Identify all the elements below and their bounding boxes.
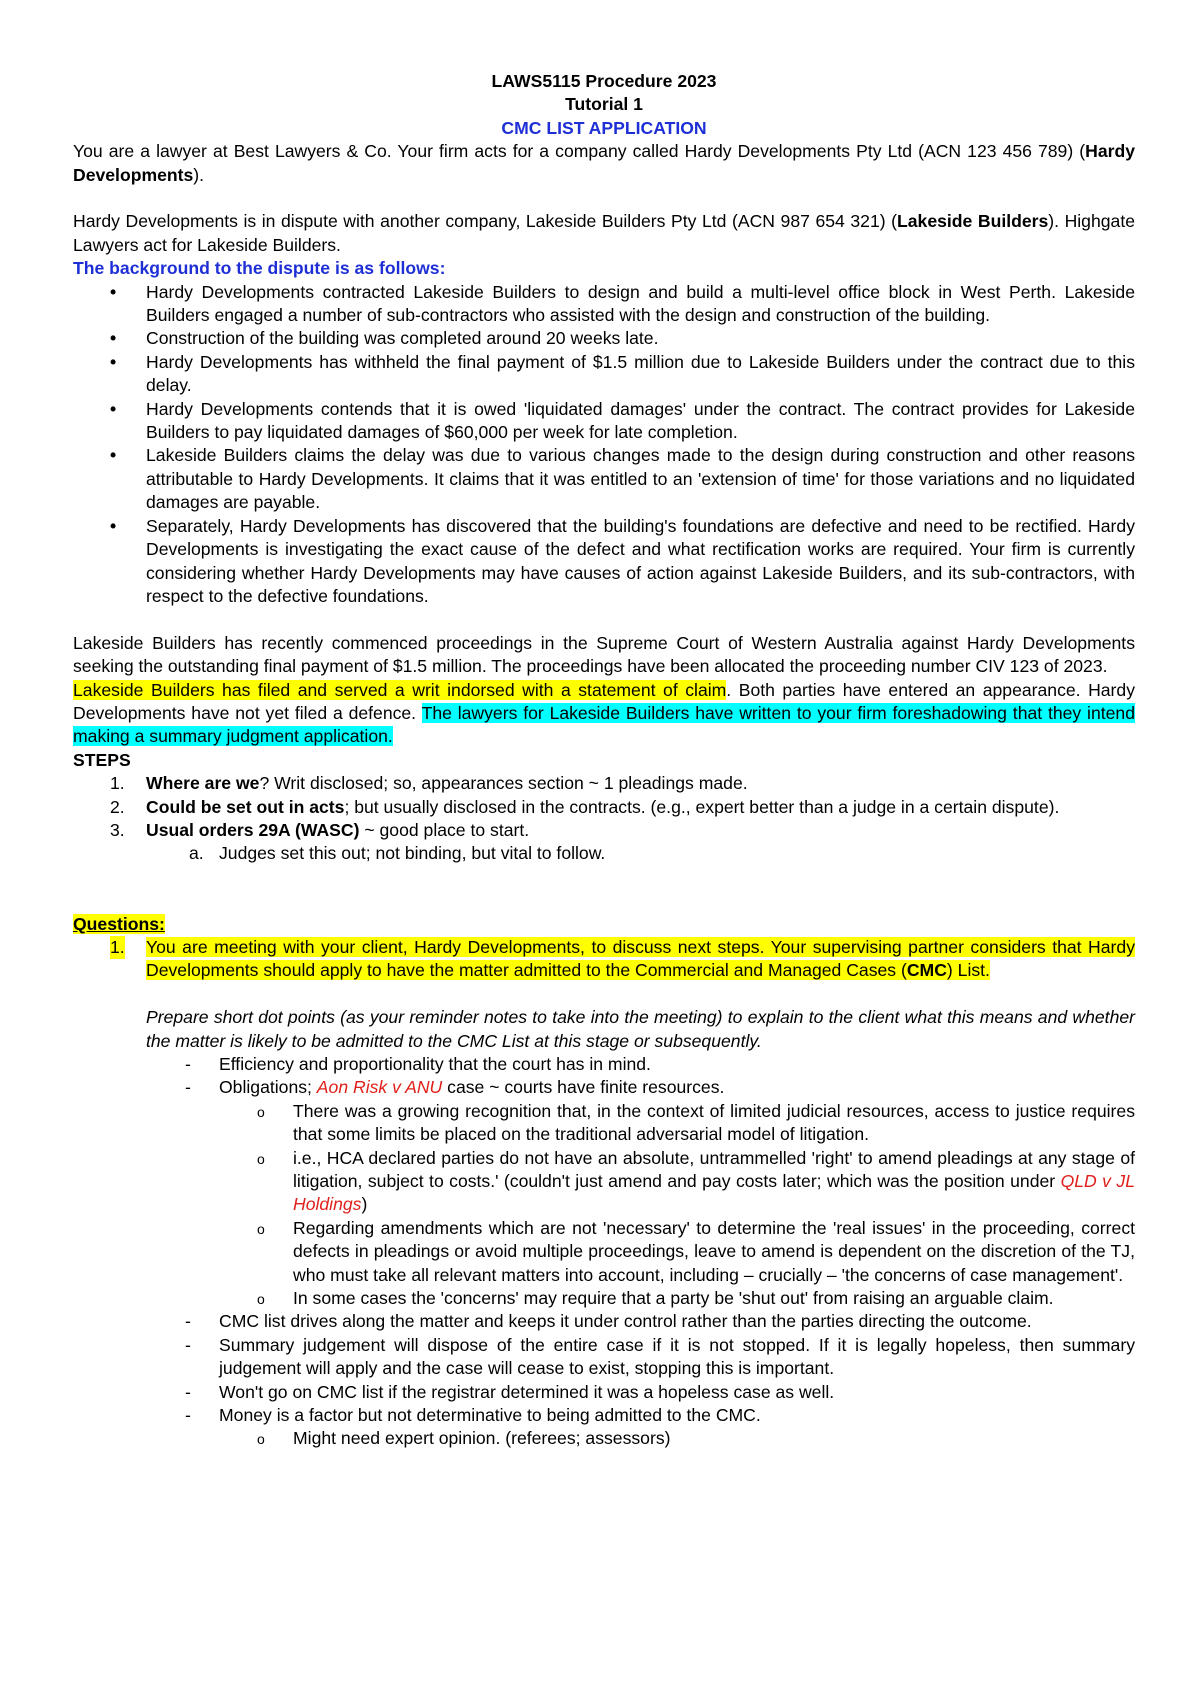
answer-notes bbox=[73, 1053, 1135, 1451]
dash-icon: - bbox=[185, 1077, 191, 1098]
circle-bullet-icon: o bbox=[257, 1150, 265, 1167]
bullet-icon: • bbox=[110, 328, 117, 349]
highlight-cyan: The lawyers for Lakeside Builders have written to your firm foreshadowing that they intend making a summary judgment application. bbox=[73, 702, 1135, 747]
tutorial-title: Tutorial 1 bbox=[565, 94, 643, 115]
list-item: - Money is a factor but not determinative to being admitted to the CMC. bbox=[73, 1404, 1135, 1427]
list-item: • Hardy Developments contracted Lakeside Builders to design and build a multi-level office block in West Perth. Lakeside Builders engaged a number of sub-contractors who assisted with the design and construction of the building. bbox=[110, 281, 1135, 326]
list-item: • Construction of the building was completed around 20 weeks late. bbox=[73, 327, 1135, 350]
list-item: • Separately, Hardy Developments has discovered that the building's foundations are defective and need to be rectified. Hardy Developments is investigating the exact cause of the defect and what rectification works are required. Your firm is currently considering whether Hardy Developments may have causes of action against Lakeside Builders, and its sub-contractors, with respect to the defective foundations. bbox=[110, 515, 1135, 606]
background-heading: The background to the dispute is as follows: bbox=[73, 258, 446, 279]
list-item: • Lakeside Builders claims the delay was due to various changes made to the design during construction and other reasons attributable to Hardy Developments. It claims that it was entitled to an 'extension of time' for those variations and no liquidated damages are payable. bbox=[110, 445, 1135, 513]
questions-heading: Questions: bbox=[73, 913, 165, 934]
bullet-icon: • bbox=[110, 351, 117, 372]
highlight-yellow: Lakeside Builders has filed and served a writ indorsed with a statement of claim bbox=[73, 679, 727, 700]
dash-icon: - bbox=[185, 1334, 191, 1355]
dash-icon: - bbox=[185, 1381, 191, 1402]
circle-bullet-icon: o bbox=[257, 1291, 265, 1308]
defined-term-lakeside: Lakeside Builders bbox=[897, 211, 1049, 232]
defined-term-hardy: Hardy Developments bbox=[73, 141, 1135, 185]
list-item: o i.e., HCA declared parties do not have an absolute, untrammelled 'right' to amend pleadings at any stage of litigation, subject to costs.' (couldn't just amend and pay costs later; which was the position under QLD v JL Holdings) bbox=[257, 1147, 1135, 1215]
list-item: - Obligations; Aon Risk v ANU case ~ courts have finite resources. bbox=[73, 1076, 1135, 1099]
topic-title: CMC LIST APPLICATION bbox=[501, 117, 707, 138]
list-item: o There was a growing recognition that, in the context of limited judicial resources, access to justice requires that some limits be placed on the traditional adversarial model of litigation. bbox=[257, 1100, 1135, 1145]
list-item: o Might need expert opinion. (referees; assessors) bbox=[73, 1427, 1135, 1450]
course-title: LAWS5115 Procedure 2023 bbox=[491, 71, 717, 91]
dash-icon: - bbox=[185, 1053, 191, 1074]
list-item: • Hardy Developments contends that it is owed 'liquidated damages' under the contract. The contract provides for Lakeside Builders to pay liquidated damages of $60,000 per week for late completion. bbox=[110, 398, 1135, 443]
intro-paragraph-2: Hardy Developments is in dispute with another company, Lakeside Builders Pty Ltd (ACN 987 654 321) (Lakeside Builders). Highgate Lawyers act for Lakeside Builders. bbox=[73, 211, 1135, 255]
proceedings-paragraph-2: Lakeside Builders has filed and served a writ indorsed with a statement of claim. Both parties have entered an appearance. Hardy Developments have not yet filed a defence. The lawyers for Lakeside Builders have written to your firm foreshadowing that they intend making a summary judgment application. bbox=[73, 679, 1135, 747]
document-page bbox=[73, 70, 1135, 1451]
list-item: 3. Usual orders 29A (WASC) ~ good place to start. bbox=[110, 819, 530, 840]
dash-icon: - bbox=[185, 1311, 191, 1332]
list-item: o Regarding amendments which are not 'necessary' to determine the 'real issues' in the proceeding, correct defects in pleadings or avoid multiple proceedings, leave to amend is dependent on the discretion of the TJ, who must take all relevant matters into account, including – crucially – 'the concerns of case management'. bbox=[257, 1217, 1135, 1285]
question-1: 1. You are meeting with your client, Hardy Developments, to discuss next steps. Your supervising partner considers that Hardy Developments should apply to have the matter admitted to the Commercial and Managed Cases (CMC) List. bbox=[110, 936, 1135, 981]
list-item: 1. Where are we? Writ disclosed; so, appearances section ~ 1 pleadings made. bbox=[110, 773, 748, 794]
bullet-icon: • bbox=[110, 281, 117, 302]
intro-paragraph-1: You are a lawyer at Best Lawyers & Co. Your firm acts for a company called Hardy Developments Pty Ltd (ACN 123 456 789) (Hardy Developments). bbox=[73, 141, 1135, 185]
case-citation: Aon Risk v ANU bbox=[316, 1077, 443, 1098]
bullet-icon: • bbox=[110, 445, 117, 466]
circle-bullet-icon: o bbox=[257, 1103, 265, 1120]
case-citation: QLD v JL Holdings bbox=[293, 1171, 1135, 1215]
circle-bullet-icon: o bbox=[257, 1220, 265, 1237]
list-item: o In some cases the 'concerns' may require that a party be 'shut out' from raising an arguable claim. bbox=[73, 1287, 1135, 1310]
steps-heading: STEPS bbox=[73, 749, 131, 770]
steps-list bbox=[73, 772, 1135, 866]
list-item: 2. Could be set out in acts; but usually disclosed in the contracts. (e.g., expert better than a judge in a certain dispute). bbox=[110, 796, 1060, 817]
proceedings-paragraph-1: Lakeside Builders has recently commenced proceedings in the Supreme Court of Western Australia against Hardy Developments seeking the outstanding final payment of $1.5 million. The proceedings have been allocated the proceeding number CIV 123 of 2023. bbox=[73, 632, 1135, 677]
list-item: - Won't go on CMC list if the registrar determined it was a hopeless case as well. bbox=[73, 1381, 1135, 1404]
bullet-icon: • bbox=[110, 398, 117, 419]
list-item: • Hardy Developments has withheld the final payment of $1.5 million due to Lakeside Builders under the contract due to this delay. bbox=[110, 351, 1135, 396]
list-item: - Efficiency and proportionality that the court has in mind. bbox=[73, 1053, 1135, 1076]
list-item: - Summary judgement will dispose of the entire case if it is not stopped. If it is legally hopeless, then summary judgement will apply and the case will cease to exist, stopping this is important. bbox=[185, 1334, 1135, 1379]
background-list bbox=[73, 281, 1135, 609]
bullet-icon: • bbox=[110, 515, 117, 536]
dash-icon: - bbox=[185, 1405, 191, 1426]
question-instruction: Prepare short dot points (as your reminder notes to take into the meeting) to explain to the client what this means and whether the matter is likely to be admitted to the CMC List at this stage or subsequently. bbox=[146, 1007, 1135, 1051]
list-item: a. Judges set this out; not binding, but vital to follow. bbox=[189, 843, 606, 864]
list-item: - CMC list drives along the matter and keeps it under control rather than the parties directing the outcome. bbox=[73, 1310, 1135, 1333]
circle-bullet-icon: o bbox=[257, 1431, 265, 1448]
